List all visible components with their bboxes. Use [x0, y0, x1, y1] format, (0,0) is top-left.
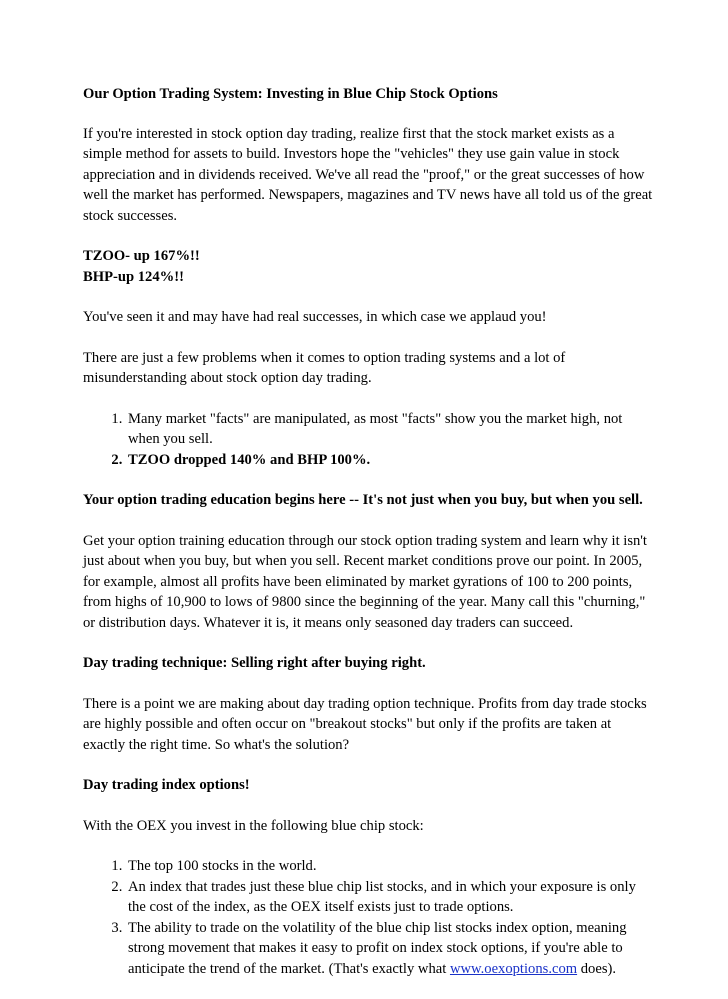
technique-paragraph: There is a point we are making about day trading option technique. Profits from day trade stocks are highly possible and often occur on "breakout stocks" but only if the profits are taken at exactly the right time. So what's the solution?: [83, 695, 647, 753]
problems-list: [83, 409, 653, 471]
ticker-bhp: BHP-up 124%!!: [83, 268, 184, 285]
document-title: Our Option Trading System: Investing in Blue Chip Stock Options: [83, 86, 498, 102]
list-item: 2. An index that trades just these blue chip list stocks, and in which your exposure is only the cost of the index, as the OEX itself exists just to trade options.: [126, 877, 653, 918]
applaud-paragraph: You've seen it and may have had real successes, in which case we applaud you!: [83, 309, 547, 325]
education-heading: Your option trading education begins here -- It's not just when you buy, but when you sell.: [83, 492, 643, 508]
list-item: 1. Many market "facts" are manipulated, as most "facts" show you the market high, not when you sell.: [126, 409, 653, 450]
technique-heading: Day trading technique: Selling right after buying right.: [83, 655, 426, 671]
oexoptions-link[interactable]: www.oexoptions.com: [449, 960, 578, 977]
ticker-highlights: [83, 246, 653, 287]
ticker-tzoo: TZOO- up 167%!!: [83, 248, 200, 264]
list-item-text: The ability to trade on the volatility of the blue chip list stocks index option, meaning strong movement that makes it easy to profit on index stock options, if you're able to anticipate the trend of the market. (That's exactly what: [128, 919, 627, 977]
education-paragraph: Get your option training education through our stock option trading system and learn why it isn't just about when you buy, but when you sell. Recent market conditions prove our point. In 2005, for example, almost all profits have been eliminated by market gyrations of 100 to 200 points, from highs of 10,900 to lows of 9800 since the beginning of the year. Many call this "churning," or distribution days. Whatever it is, it means only seasoned day traders can succeed.: [83, 532, 647, 631]
list-item: 2. TZOO dropped 140% and BHP 100%.: [126, 450, 653, 471]
list-item-text: does).: [577, 960, 617, 977]
oex-intro-paragraph: With the OEX you invest in the following blue chip stock:: [83, 817, 424, 834]
index-options-heading: Day trading index options!: [83, 777, 250, 793]
list-item: 1. The top 100 stocks in the world.: [126, 856, 653, 877]
oex-benefits-list: [83, 856, 653, 979]
list-item: [126, 918, 653, 980]
problems-paragraph: There are just a few problems when it comes to option trading systems and a lot of misunderstanding about stock option day trading.: [83, 349, 566, 386]
document-page: [83, 84, 653, 999]
intro-paragraph: If you're interested in stock option day trading, realize first that the stock market exists as a simple method for assets to build. Investors hope the "vehicles" they use gain value in stock appreciation and in dividends received. We've all read the "proof," or the great successes of how well the market has performed. Newspapers, magazines and TV news have all told us of the great stock successes.: [83, 125, 653, 224]
